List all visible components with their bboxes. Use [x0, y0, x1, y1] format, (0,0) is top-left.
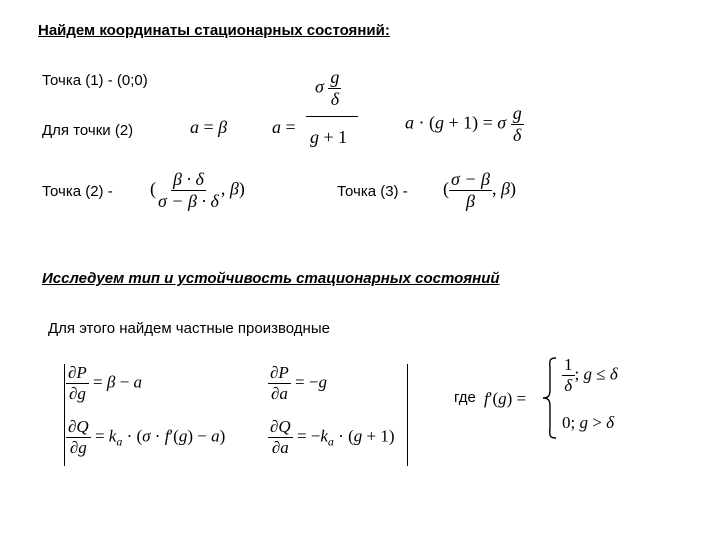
- formula-a-eq-beta: a = β: [190, 117, 228, 137]
- formula-point-2: ( $\frac{\beta \cdot \delta}{\sigma - \beta \cdot \delta}$ , β): [150, 169, 245, 211]
- heading-stationary-states: Найдем координаты стационарных состояний:: [38, 22, 390, 39]
- formula-dp-dg: $\frac{\partial P}{\partial g}$ = β − a: [68, 363, 142, 403]
- formula-a-denominator: g + 1: [310, 127, 348, 147]
- point-2-label: Точка (2) -: [42, 183, 113, 200]
- for-point-2-label: Для точки (2): [42, 122, 134, 139]
- heading-stability: Исследуем тип и устойчивость стационарных состояний: [42, 270, 500, 287]
- formula-sigma-g-over-delta: σ $\frac{g}{\delta}$: [315, 67, 340, 109]
- formula-dp-da: $\frac{\partial P}{\partial a}$ = −g: [270, 363, 327, 403]
- matrix-left-bar: [64, 364, 65, 466]
- where-label: где: [454, 389, 476, 406]
- formula-dq-da: $\frac{\partial Q}{\partial a}$ = $-k_a \cdot (g + 1)$: [270, 417, 395, 457]
- formula-point-3: ( $\frac{\sigma - \beta}{\beta}$ , β): [443, 169, 516, 211]
- formula-a-times-g-plus-1: a · (g + 1) = σ $\frac{g}{\delta}$: [405, 103, 522, 145]
- derivatives-intro: Для этого найдем частные производные: [48, 320, 330, 337]
- matrix-right-bar: [407, 364, 408, 466]
- piecewise-case-2: 0; g > δ: [562, 413, 614, 432]
- formula-a-fraction: a =: [272, 117, 296, 137]
- formula-dq-dg: $\frac{\partial Q}{\partial g}$ = $k_a \cdot (\sigma \cdot f'(g) - a)$: [68, 417, 226, 457]
- piecewise-case-1: $\frac{1}{\delta}$ ; g ≤ δ: [564, 355, 618, 395]
- formula-a-fraction-bar: [306, 116, 358, 117]
- point-1-line: Точка (1) - (0;0): [42, 72, 148, 89]
- formula-f-prime: f′(g) =: [484, 389, 527, 408]
- point-3-label: Точка (3) -: [337, 183, 408, 200]
- piecewise-brace: [540, 356, 560, 440]
